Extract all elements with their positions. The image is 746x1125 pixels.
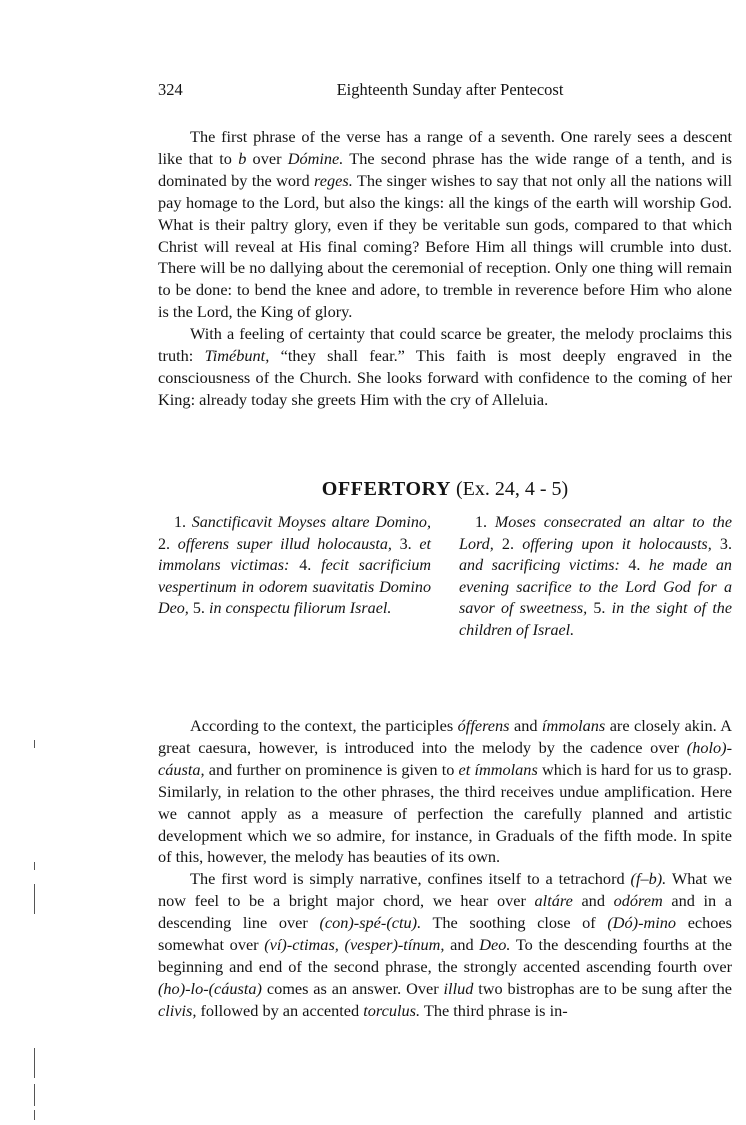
section-title: OFFERTORY [321,478,451,500]
margin-mark [34,740,35,748]
margin-mark [34,1048,35,1078]
commentary-block-bottom [158,715,732,1022]
section-heading [158,478,732,501]
paragraph: According to the context, the participles ófferens and ímmolans are closely akin. A great caesura, however, is introduced into the melody by the cadence over (holo)-cáusta, and further on prominence is given to et ímmolans which is hard for us to grasp. Similarly, in relation to the other phrases, the third receives undue amplification. Here we cannot apply as a measure of perfection the carefully planned and artistic development which we so admire, for instance, in Graduals of the fifth mode. In spite of this, however, the melody has beauties of its own. [158,716,733,867]
paragraph: The first phrase of the verse has a range of a seventh. One rarely sees a descent like that to b over Dómine. The second phrase has the wide range of a tenth, and is dominated by the word reges. The singer wishes to say that not only all the nations will pay homage to the Lord, but also the kings: all the kings of the earth will worship God. What is their paltry glory, even if they be veritable sun gods, compared to that which Christ will reveal at His final coming? Before Him all things will crumble into dust. There will be no dallying about the ceremonial of reception. Only one thing will remain to be done: to bend the knee and adore, to tremble in reverence before Him who alone is the Lord, the King of glory. [158,127,733,322]
page-number: 324 [158,80,183,99]
paragraph: With a feeling of certainty that could scarce be greater, the melody proclaims this truth: Timébunt, “they shall fear.” This faith is most deeply engraved in the consciousness of the Church. She looks forward with confidence to the coming of her King: already today she greets Him with the cry of Alleluia. [158,324,733,409]
section-reference: (Ex. 24, 4 - 5) [456,478,569,500]
english-column: 1. Moses consecrated an altar to the Lord, 2. offering upon it holocausts, 3. and sacrificing victims: 4. he made an evening sacrifice to the Lord God for a savor of sweetness, 5. in the sight of the children of Israel. [459,514,732,639]
running-head: Eighteenth Sunday after Pentecost [336,80,564,99]
margin-mark [34,1110,35,1120]
margin-mark [34,884,35,914]
latin-column: 1. Sanctificavit Moyses altare Domino, 2. offerens super illud holocausta, 3. et immolans victimas: 4. fecit sacrificium vespertinum in odorem suavitatis Domino Deo, 5. in conspectu filiorum Israel. [158,514,432,618]
margin-mark [34,862,35,870]
paragraph: The first word is simply narrative, confines itself to a tetrachord (f–b). What we now feel to be a bright major chord, we hear over altáre and odórem and in a descending line over (con)-spé-(ctu). The soothing close of (Dó)-mino echoes somewhat over (ví)-ctimas, (vesper)-tínum, and Deo. To the descending fourths at the beginning and end of the second phrase, the strongly accented ascending fourth over (ho)-lo-(cáusta) comes as an answer. Over illud two bistrophas are to be sung after the clivis, followed by an accented torculus. The third phrase is in- [158,869,733,1020]
page-header [158,80,732,104]
commentary-block-top [158,126,732,411]
margin-mark [34,1084,35,1106]
